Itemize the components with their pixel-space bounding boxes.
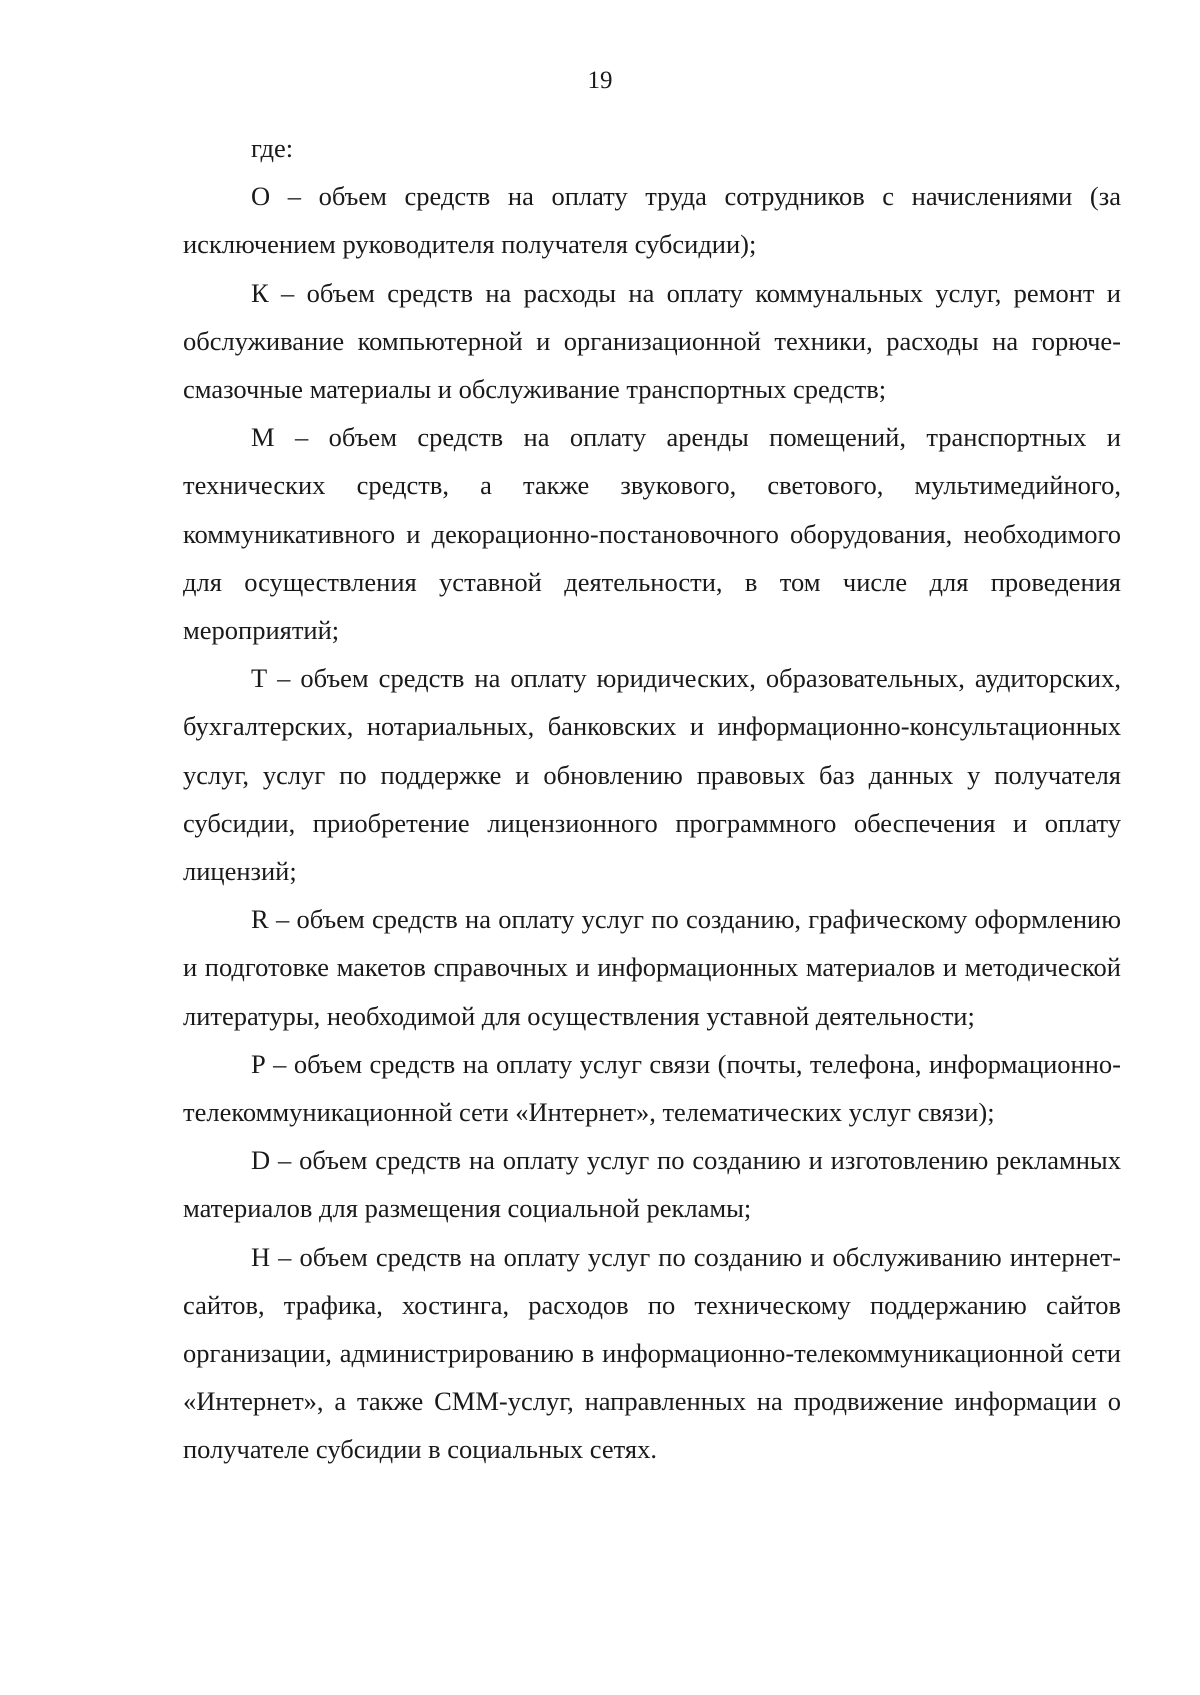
- definition-t: [183, 654, 1121, 895]
- definition-term: Т: [251, 663, 268, 694]
- definition-term: О: [251, 181, 271, 212]
- definition-term: D: [251, 1145, 271, 1176]
- definition-m: [183, 413, 1121, 654]
- definition-k: [183, 269, 1121, 414]
- definition-term: М: [251, 422, 275, 453]
- definition-term: R: [251, 904, 269, 935]
- intro-line: где:: [251, 133, 294, 163]
- definition-text: – объем средств на расходы на оплату коммунальных услуг, ремонт и обслуживание компьютерной и организационной техники, расходы на горюче-смазочные материалы и обслуживание транспортных средств;: [183, 277, 1121, 405]
- definition-term: К: [251, 277, 269, 308]
- definition-term: Н: [251, 1241, 271, 1272]
- definition-text: – объем средств на оплату аренды помещений, транспортных и технических средств, а также звукового, светового, мультимедийного, коммуникативного и декорационно-постановочного оборудования, необходимого для осуществления уставной деятельности, в том числе для проведения мероприятий;: [183, 422, 1121, 646]
- definition-term: Р: [251, 1048, 266, 1079]
- definition-p: [183, 1040, 1121, 1136]
- definition-text: – объем средств на оплату услуг по созданию и изготовлению рекламных материалов для размещения социальной рекламы;: [183, 1145, 1121, 1224]
- definition-d: [183, 1136, 1121, 1232]
- definition-text: – объем средств на оплату услуг по созданию и обслуживанию интернет-сайтов, трафика, хостинга, расходов по техническому поддержанию сайтов организации, администрированию в информационно-телекоммуникационной сети «Интернет», а также СММ-услуг, направленных на продвижение информации о получателе субсидии в социальных сетях.: [183, 1241, 1121, 1465]
- definition-text: – объем средств на оплату труда сотрудников с начислениями (за исключением руководителя получателя субсидии);: [183, 181, 1121, 260]
- document-body: [183, 124, 1121, 1474]
- definition-text: – объем средств на оплату юридических, образовательных, аудиторских, бухгалтерских, нотариальных, банковских и информационно-консультационных услуг, услуг по поддержке и обновлению правовых баз данных у получателя субсидии, приобретение лицензионного программного обеспечения и оплату лицензий;: [183, 663, 1121, 887]
- definition-text: – объем средств на оплату услуг по созданию, графическому оформлению и подготовке макетов справочных и информационных материалов и методической литературы, необходимой для осуществления уставной деятельности;: [183, 904, 1121, 1031]
- page-number: 19: [587, 67, 613, 94]
- definition-h: [183, 1233, 1121, 1474]
- definition-o: [183, 172, 1121, 268]
- definition-text: – объем средств на оплату услуг связи (почты, телефона, информационно-телекоммуникационной сети «Интернет», телематических услуг связи);: [183, 1048, 1121, 1128]
- definition-r: [183, 895, 1121, 1040]
